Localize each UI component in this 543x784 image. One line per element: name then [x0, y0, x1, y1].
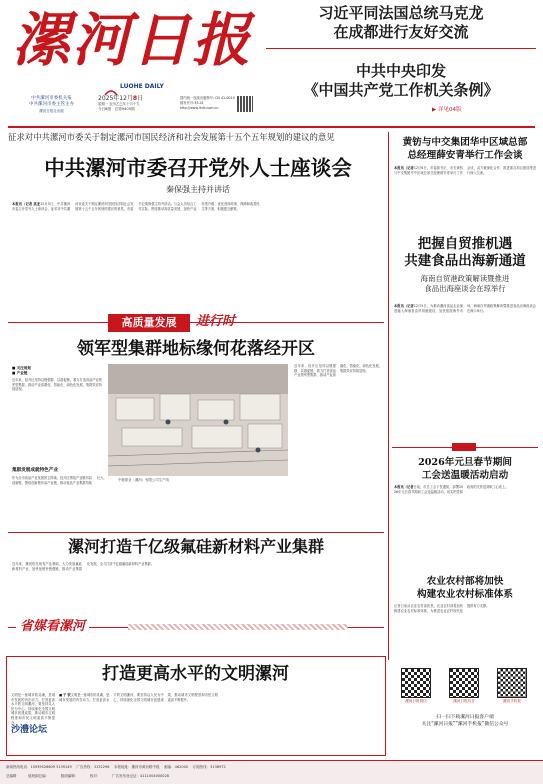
qr-promo-line2: 关注“漯河日报”“漯河手机报”微信公众号 — [421, 722, 509, 727]
news2-body — [394, 304, 536, 408]
feature1-body: 近年来，经开区坚持以链强群、以群促链，着力打造食品产业领军型集群，推动产业高端化、智能化、绿色化发展，集群效应持续显现。 — [12, 378, 102, 392]
date-suffix: 日 — [137, 95, 144, 102]
brief-marker-icon — [452, 443, 476, 451]
feature1 — [8, 336, 384, 532]
masthead-org2: 中共漯河市委主管主办 — [29, 102, 74, 107]
lead-body-text: 12月5日，中共漯河市委召开党外人士座谈会，征求对中共漯河市委关于制定漯河市国民经济和社会发展第十五个五年规划的建议的意见。市委书记秦保强主持并讲话。与会人员结合工作实际，围绕推动高质量发展、加快产业转型升级、优化营商环境、保障和改善民生等方面，积极建言献策。 — [12, 202, 260, 211]
qr-promo-line1: 扫一扫下载漯河日报客户端 — [436, 715, 494, 720]
briefs-divider — [392, 443, 538, 451]
masthead-english: LUOHE DAILY — [120, 83, 164, 90]
qr-image-3-icon — [497, 668, 527, 698]
news1-byline: 本报讯（记者 — [394, 166, 414, 170]
lead-kicker: 征求对中共漯河市委关于制定漯河市国民经济和社会发展第十五个五年规划的建议的意见 — [8, 132, 335, 142]
masthead-qr — [237, 96, 253, 112]
news4-title-line1: 农业农村部将加快 — [426, 576, 504, 587]
commentary-box — [6, 656, 386, 756]
feature1-col-body: 作为全市食品产业发展的主阵地，经开区围绕产业链布局创新链，围绕创新链布局产业链，推动食品产业集群持续壮大。 — [12, 476, 107, 485]
website-link[interactable]: http://www.lhrb.com.cn — [180, 106, 219, 110]
qr-image-1-icon — [401, 668, 431, 698]
footer-deputy-editor: 值班副总编： — [28, 774, 50, 778]
lead-byline: 本报讯（记者 高亚 — [12, 202, 41, 206]
qr-label-1: 漯河日报微信 — [405, 699, 427, 703]
news2-title-line2: 共建食品出海新通道 — [404, 253, 526, 269]
news1-title-line2: 总经理薛安青举行工作会谈 — [407, 150, 523, 161]
headline1-line2: 在成都进行友好交流 — [333, 23, 469, 41]
lead-story — [8, 130, 388, 310]
news3-body-text: 日前，市总工会下发通知，部署2026年元旦春节期间工会送温暖活动，切实把党和政府的关怀送到职工心坎上。 — [394, 485, 509, 494]
footer-ad-license: 广告发布登记证：4111004000028 — [112, 774, 169, 778]
masthead-org-block — [14, 96, 89, 114]
headline1[interactable] — [262, 4, 540, 42]
media-banner-stripe — [128, 624, 348, 630]
news4-title[interactable] — [392, 576, 538, 601]
lead-body — [12, 202, 386, 306]
footer-page-editor: 版面编辑： — [60, 774, 79, 778]
factory-photo — [108, 364, 288, 476]
footer-postcode: 邮编：462000 — [164, 765, 189, 769]
issue-number: 总第9405期 — [114, 107, 135, 111]
masthead-org3: 漯河日报社出版 — [39, 109, 64, 113]
feature2-title[interactable]: 漯河打造千亿级氟硅新材料产业集群 — [67, 537, 324, 556]
weekday-line: 星期一 农历乙巳年十月十九 — [98, 102, 140, 106]
qr-image-2-icon — [449, 668, 479, 698]
news2-body-text: 12月5日，为推动漯河食品企业深度融入海南自由贸易港建设，加快拓展海外市场，海南自贸港政策解读暨推进食品出海座谈会在海口举行。 — [394, 304, 536, 313]
masthead-org1: 中共漯河市委机关报 — [31, 96, 72, 101]
headline2-line2: 《中国共产党工作机关条例》 — [303, 81, 499, 99]
section-banner — [8, 312, 384, 334]
news2-title[interactable] — [392, 236, 538, 270]
masthead-title: 漯河日报 — [12, 6, 253, 74]
lead-title[interactable]: 中共漯河市委召开党外人士座谈会 — [44, 156, 352, 180]
news3-body — [394, 485, 536, 565]
lead-subtitle: 秦保强主持并讲话 — [166, 185, 230, 194]
qr-code-2[interactable] — [444, 668, 484, 704]
banner-label2: 进行时 — [196, 314, 236, 329]
news1-body — [394, 166, 536, 230]
news3-byline: 本报讯（记者 — [394, 485, 414, 489]
news4-body: 记者日前从农业农村部获悉，农业农村部将加快构建农业农村标准体系，为推进农业农村现代化提供有力支撑。 — [394, 604, 490, 613]
qr-code-3[interactable] — [492, 668, 532, 704]
see-more-label: 详见04版 — [437, 107, 462, 113]
masthead-logo — [105, 82, 117, 90]
commentary-body-text: 文明是一座城市的灵魂，是城市发展的内在动力。打造更高水平的文明漯河，要坚持以人民为中心，持续深化全国文明城市创建成果，推动城市文明程度和市民文明素质不断提升。 — [59, 693, 218, 702]
news3-title[interactable] — [392, 457, 538, 482]
feature1-side-body: 近年来，经开区坚持以链强群、以群促链，着力打造食品产业领军型集群，推动产业高端化、智能化、绿色化发展，集群效应持续显现。 — [294, 364, 382, 378]
feature1-title[interactable]: 领军型集群地标缘何花落经开区 — [77, 339, 315, 359]
headline2-line1: 中共中央印发 — [355, 62, 446, 80]
pages-count: 今日8版 — [98, 107, 112, 111]
commentary-badge-label: 沙澧论坛 — [11, 725, 48, 735]
news4-title-line2: 构建农业农村标准体系 — [417, 588, 513, 600]
footer-address: 本报地址：漯河市黄河路中段 — [114, 765, 160, 769]
qr-code-1[interactable] — [396, 668, 436, 704]
feature2-body: 近年来，漯河依托现有产业基础，大力发展氟硅新材料产业，加快延链补链强链，推动产业集群化发展，全力打造千亿级氟硅新材料产业集群。 — [12, 562, 154, 571]
footer-subscribe: 订阅热线：3138972 — [192, 765, 226, 769]
media-banner — [8, 618, 384, 638]
news2-sub-line1: 海南自贸港政策解读暨推进 — [420, 274, 510, 283]
news2-subtitle — [392, 274, 538, 293]
feature1-tag1: ■ 关注规划 — [12, 366, 32, 370]
news3-title-line2: 工会送温暖活动启动 — [421, 469, 509, 481]
feature1-caption: 中粮面业（漯河）有限公司生产线 — [118, 478, 169, 482]
banner-label1: 高质量发展 — [121, 316, 177, 329]
news1-title-line1: 黄钫与中交集团华中区域总部 — [402, 137, 528, 148]
arrow-right-icon: ▶ — [432, 107, 437, 113]
qr-block — [392, 664, 538, 758]
date-prefix: 2025年12月 — [98, 95, 133, 102]
feature2 — [8, 536, 384, 592]
footer-news-hotline: 新闻热线电话：15939526609 3139149 — [6, 765, 72, 769]
news1-body-text: 12月6日，市委副书记、市长黄钫与中交集团华中区域总部总经理薛安青举行工作会谈，双方就深化合作、推进重点项目建设等进行深入交流。 — [394, 166, 536, 175]
top-right-headlines — [262, 4, 540, 124]
footer-line2 — [6, 773, 537, 779]
commentary-title[interactable]: 打造更高水平的文明漯河 — [102, 664, 289, 684]
cn-number: 国内统一连续出版物号: CN 41-0014 — [180, 96, 235, 100]
see-more-link[interactable] — [432, 105, 461, 113]
news3-title-line1: 2026年元旦春节期间 — [418, 457, 512, 468]
feature1-subhead: 集群发展成就特色产业 — [12, 468, 58, 473]
masthead-date-block — [98, 95, 178, 112]
news2-title-line1: 把握自贸推机遇 — [417, 236, 513, 252]
footer-ad-hotline: 广告热线：3132296 — [76, 765, 110, 769]
footer-proofreader: 校对： — [89, 774, 101, 778]
headline2[interactable] — [262, 62, 540, 100]
commentary-byline: ■ 于 钦 — [59, 693, 71, 697]
feature1-intro-tags — [12, 366, 56, 376]
footer — [0, 760, 543, 784]
factory-line-image — [108, 364, 288, 476]
media-banner-label: 省媒看漯河 — [16, 618, 89, 636]
footer-line1 — [6, 764, 537, 770]
news2-sub-line2: 食品出海座谈会在琼举行 — [424, 283, 506, 293]
news1-title[interactable] — [392, 136, 538, 162]
qr-label-3: 漯河手机报 — [503, 699, 521, 703]
commentary-lead: 文明是一座城市的灵魂，是城市发展的内在动力。打造更高水平的文明漯河，要坚持以人民为中心，持续深化全国文明城市创建成果，推动城市文明程度和市民文明素质不断提升。 — [11, 693, 55, 725]
news2-byline: 本报讯（记者 — [394, 304, 414, 308]
date-day: 8 — [132, 95, 138, 102]
qr-promo — [392, 714, 538, 728]
feature1-tag2: ■ 产业链 — [12, 371, 28, 375]
headline1-line1: 习近平同法国总统马克龙 — [318, 4, 484, 22]
footer-editor: 总编辑 — [6, 774, 17, 778]
right-column — [392, 132, 538, 660]
qr-label-2: 漯河日报抖音 — [453, 699, 475, 703]
commentary-body — [59, 693, 381, 751]
post-code: 邮发代号:35-41 — [180, 101, 204, 105]
